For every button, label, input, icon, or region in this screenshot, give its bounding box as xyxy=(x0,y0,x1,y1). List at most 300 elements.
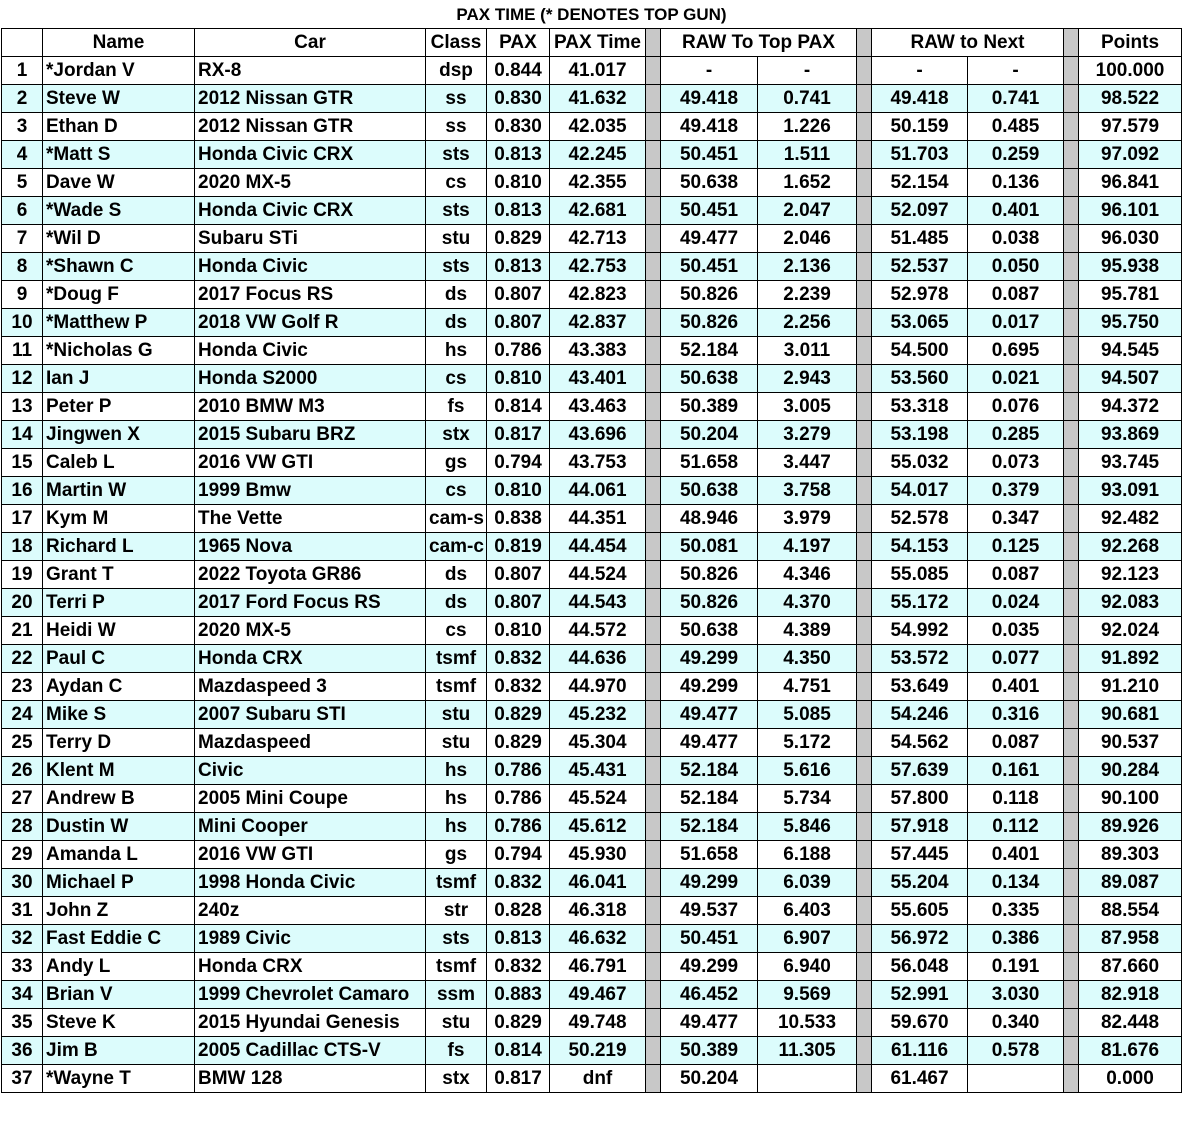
pax-time-cell: 49.467 xyxy=(550,981,646,1009)
points-cell: 97.579 xyxy=(1079,113,1182,141)
separator xyxy=(857,365,872,393)
pax-time-cell: 46.318 xyxy=(550,897,646,925)
raw-to-next-diff-cell: 0.017 xyxy=(968,309,1064,337)
points-cell: 98.522 xyxy=(1079,85,1182,113)
pax-cell: 0.830 xyxy=(487,85,550,113)
points-cell: 92.123 xyxy=(1079,561,1182,589)
points-cell: 100.000 xyxy=(1079,57,1182,85)
separator xyxy=(1064,225,1079,253)
pax-cell: 0.810 xyxy=(487,617,550,645)
name-cell: Paul C xyxy=(43,645,195,673)
table-row xyxy=(2,197,1182,225)
name-cell: Ethan D xyxy=(43,113,195,141)
points-cell: 95.750 xyxy=(1079,309,1182,337)
position-cell: 21 xyxy=(2,617,43,645)
class-cell: ss xyxy=(426,113,487,141)
separator xyxy=(857,141,872,169)
position-cell: 22 xyxy=(2,645,43,673)
table-row xyxy=(2,225,1182,253)
car-cell: 2020 MX-5 xyxy=(195,169,426,197)
name-cell: John Z xyxy=(43,897,195,925)
name-cell: Ian J xyxy=(43,365,195,393)
name-cell: *Wayne T xyxy=(43,1065,195,1093)
raw-to-top-time-cell: 48.946 xyxy=(661,505,758,533)
name-cell: Steve W xyxy=(43,85,195,113)
raw-to-top-time-cell: 52.184 xyxy=(661,337,758,365)
raw-to-top-diff-cell xyxy=(758,1065,857,1093)
header-row xyxy=(2,29,1182,57)
separator xyxy=(857,869,872,897)
separator xyxy=(857,393,872,421)
raw-to-next-time-cell: 54.017 xyxy=(872,477,968,505)
table-row xyxy=(2,113,1182,141)
pax-cell: 0.810 xyxy=(487,477,550,505)
table-row xyxy=(2,253,1182,281)
separator xyxy=(857,477,872,505)
raw-to-top-diff-cell: 3.758 xyxy=(758,477,857,505)
pax-time-cell: 44.454 xyxy=(550,533,646,561)
separator xyxy=(646,85,661,113)
raw-to-top-diff-cell: 4.389 xyxy=(758,617,857,645)
raw-to-top-time-cell: 50.826 xyxy=(661,589,758,617)
pax-time-cell: 49.748 xyxy=(550,1009,646,1037)
raw-to-next-diff-cell: 0.050 xyxy=(968,253,1064,281)
separator xyxy=(646,673,661,701)
raw-to-next-time-cell: 52.978 xyxy=(872,281,968,309)
separator xyxy=(1064,85,1079,113)
separator xyxy=(857,449,872,477)
table-row xyxy=(2,813,1182,841)
position-cell: 18 xyxy=(2,533,43,561)
pax-cell: 0.844 xyxy=(487,57,550,85)
car-cell: 1998 Honda Civic xyxy=(195,869,426,897)
car-cell: Honda CRX xyxy=(195,953,426,981)
table-row xyxy=(2,169,1182,197)
separator xyxy=(646,57,661,85)
points-cell: 94.507 xyxy=(1079,365,1182,393)
separator xyxy=(1064,1065,1079,1093)
class-cell: tsmf xyxy=(426,645,487,673)
name-cell: Brian V xyxy=(43,981,195,1009)
separator xyxy=(1064,477,1079,505)
raw-to-next-diff-cell: 0.340 xyxy=(968,1009,1064,1037)
position-cell: 1 xyxy=(2,57,43,85)
pax-cell: 0.807 xyxy=(487,589,550,617)
points-cell: 91.210 xyxy=(1079,673,1182,701)
car-cell: 2015 Hyundai Genesis xyxy=(195,1009,426,1037)
raw-to-next-diff-cell: 0.035 xyxy=(968,617,1064,645)
name-cell: Terri P xyxy=(43,589,195,617)
raw-to-next-diff-cell: 0.076 xyxy=(968,393,1064,421)
class-cell: sts xyxy=(426,197,487,225)
name-cell: Amanda L xyxy=(43,841,195,869)
points-cell: 92.083 xyxy=(1079,589,1182,617)
name-cell: Dustin W xyxy=(43,813,195,841)
separator xyxy=(1064,29,1079,57)
separator xyxy=(857,673,872,701)
name-cell: Grant T xyxy=(43,561,195,589)
class-cell: tsmf xyxy=(426,673,487,701)
separator xyxy=(857,281,872,309)
raw-to-top-diff-cell: 6.907 xyxy=(758,925,857,953)
raw-to-top-diff-cell: 4.346 xyxy=(758,561,857,589)
name-cell: Richard L xyxy=(43,533,195,561)
pax-cell: 0.829 xyxy=(487,1009,550,1037)
pax-time-cell: 45.431 xyxy=(550,757,646,785)
name-cell: Andrew B xyxy=(43,785,195,813)
separator xyxy=(646,29,661,57)
position-cell: 36 xyxy=(2,1037,43,1065)
header-points: Points xyxy=(1079,29,1182,57)
class-cell: cs xyxy=(426,169,487,197)
name-cell: *Wade S xyxy=(43,197,195,225)
separator xyxy=(646,1065,661,1093)
raw-to-top-diff-cell: 4.370 xyxy=(758,589,857,617)
car-cell: 2020 MX-5 xyxy=(195,617,426,645)
raw-to-top-diff-cell: 5.172 xyxy=(758,729,857,757)
position-cell: 15 xyxy=(2,449,43,477)
raw-to-next-diff-cell: 0.401 xyxy=(968,673,1064,701)
separator xyxy=(857,113,872,141)
raw-to-next-diff-cell: - xyxy=(968,57,1064,85)
name-cell: Jingwen X xyxy=(43,421,195,449)
car-cell: RX-8 xyxy=(195,57,426,85)
separator xyxy=(1064,57,1079,85)
pax-time-cell: 46.041 xyxy=(550,869,646,897)
class-cell: stx xyxy=(426,1065,487,1093)
separator xyxy=(857,309,872,337)
position-cell: 34 xyxy=(2,981,43,1009)
pax-time-cell: 43.383 xyxy=(550,337,646,365)
pax-time-cell: 44.543 xyxy=(550,589,646,617)
pax-cell: 0.814 xyxy=(487,1037,550,1065)
points-cell: 89.303 xyxy=(1079,841,1182,869)
table-row xyxy=(2,281,1182,309)
car-cell: 2010 BMW M3 xyxy=(195,393,426,421)
raw-to-top-diff-cell: 3.279 xyxy=(758,421,857,449)
name-cell: Jim B xyxy=(43,1037,195,1065)
separator xyxy=(1064,813,1079,841)
points-cell: 89.087 xyxy=(1079,869,1182,897)
separator xyxy=(646,365,661,393)
raw-to-next-diff-cell: 0.087 xyxy=(968,561,1064,589)
header-class: Class xyxy=(426,29,487,57)
position-cell: 7 xyxy=(2,225,43,253)
table-row xyxy=(2,561,1182,589)
separator xyxy=(646,785,661,813)
table-row xyxy=(2,365,1182,393)
raw-to-top-diff-cell: 5.734 xyxy=(758,785,857,813)
position-cell: 30 xyxy=(2,869,43,897)
raw-to-next-diff-cell: 0.112 xyxy=(968,813,1064,841)
raw-to-next-time-cell: 53.198 xyxy=(872,421,968,449)
raw-to-next-time-cell: 51.485 xyxy=(872,225,968,253)
points-cell: 93.091 xyxy=(1079,477,1182,505)
position-cell: 14 xyxy=(2,421,43,449)
raw-to-next-diff-cell: 0.077 xyxy=(968,645,1064,673)
raw-to-next-time-cell: 55.085 xyxy=(872,561,968,589)
pax-cell: 0.786 xyxy=(487,337,550,365)
raw-to-next-diff-cell: 0.087 xyxy=(968,281,1064,309)
pax-time-cell: 42.245 xyxy=(550,141,646,169)
raw-to-top-diff-cell: 9.569 xyxy=(758,981,857,1009)
pax-time-cell: 44.970 xyxy=(550,673,646,701)
class-cell: fs xyxy=(426,1037,487,1065)
table-row xyxy=(2,841,1182,869)
raw-to-next-diff-cell: 0.161 xyxy=(968,757,1064,785)
name-cell: *Matthew P xyxy=(43,309,195,337)
class-cell: hs xyxy=(426,785,487,813)
table-row xyxy=(2,981,1182,1009)
pax-cell: 0.830 xyxy=(487,113,550,141)
table-row xyxy=(2,785,1182,813)
separator xyxy=(646,561,661,589)
header-pos xyxy=(2,29,43,57)
points-cell: 90.284 xyxy=(1079,757,1182,785)
pax-time-cell: 42.837 xyxy=(550,309,646,337)
separator xyxy=(1064,197,1079,225)
name-cell: Kym M xyxy=(43,505,195,533)
pax-time-cell: 45.524 xyxy=(550,785,646,813)
car-cell: 2016 VW GTI xyxy=(195,449,426,477)
car-cell: Honda S2000 xyxy=(195,365,426,393)
points-cell: 93.745 xyxy=(1079,449,1182,477)
separator xyxy=(1064,309,1079,337)
table-row xyxy=(2,393,1182,421)
separator xyxy=(1064,981,1079,1009)
raw-to-top-diff-cell: 2.256 xyxy=(758,309,857,337)
class-cell: stu xyxy=(426,225,487,253)
class-cell: cs xyxy=(426,365,487,393)
position-cell: 29 xyxy=(2,841,43,869)
raw-to-next-time-cell: 54.992 xyxy=(872,617,968,645)
raw-to-top-time-cell: 50.389 xyxy=(661,1037,758,1065)
separator xyxy=(857,1065,872,1093)
position-cell: 12 xyxy=(2,365,43,393)
raw-to-next-time-cell: 53.065 xyxy=(872,309,968,337)
pax-cell: 0.794 xyxy=(487,449,550,477)
table-row xyxy=(2,57,1182,85)
separator xyxy=(646,925,661,953)
pax-cell: 0.807 xyxy=(487,281,550,309)
header-raw-to-next: RAW to Next xyxy=(872,29,1064,57)
separator xyxy=(857,645,872,673)
pax-cell: 0.810 xyxy=(487,365,550,393)
raw-to-top-diff-cell: 4.350 xyxy=(758,645,857,673)
separator xyxy=(646,337,661,365)
car-cell: 2005 Cadillac CTS-V xyxy=(195,1037,426,1065)
separator xyxy=(646,729,661,757)
position-cell: 23 xyxy=(2,673,43,701)
raw-to-top-time-cell: 50.638 xyxy=(661,477,758,505)
raw-to-next-diff-cell: 0.024 xyxy=(968,589,1064,617)
raw-to-next-diff-cell: 0.191 xyxy=(968,953,1064,981)
car-cell: 2012 Nissan GTR xyxy=(195,113,426,141)
separator xyxy=(1064,365,1079,393)
name-cell: *Shawn C xyxy=(43,253,195,281)
points-cell: 96.101 xyxy=(1079,197,1182,225)
pax-time-cell: 42.035 xyxy=(550,113,646,141)
separator xyxy=(857,225,872,253)
class-cell: hs xyxy=(426,337,487,365)
car-cell: The Vette xyxy=(195,505,426,533)
car-cell: 2018 VW Golf R xyxy=(195,309,426,337)
table-row xyxy=(2,617,1182,645)
name-cell: Heidi W xyxy=(43,617,195,645)
raw-to-next-time-cell: 50.159 xyxy=(872,113,968,141)
raw-to-top-diff-cell: 1.652 xyxy=(758,169,857,197)
raw-to-next-diff-cell: 0.578 xyxy=(968,1037,1064,1065)
separator xyxy=(857,897,872,925)
pax-time-cell: 44.572 xyxy=(550,617,646,645)
class-cell: str xyxy=(426,897,487,925)
separator xyxy=(857,589,872,617)
raw-to-next-time-cell: 55.204 xyxy=(872,869,968,897)
raw-to-top-time-cell: 52.184 xyxy=(661,813,758,841)
position-cell: 17 xyxy=(2,505,43,533)
raw-to-top-diff-cell: 2.943 xyxy=(758,365,857,393)
table-row xyxy=(2,729,1182,757)
separator xyxy=(646,701,661,729)
name-cell: *Wil D xyxy=(43,225,195,253)
separator xyxy=(857,729,872,757)
raw-to-top-diff-cell: 3.979 xyxy=(758,505,857,533)
separator xyxy=(646,981,661,1009)
name-cell: Peter P xyxy=(43,393,195,421)
name-cell: Martin W xyxy=(43,477,195,505)
table-row xyxy=(2,85,1182,113)
pax-cell: 0.814 xyxy=(487,393,550,421)
raw-to-next-time-cell: 56.048 xyxy=(872,953,968,981)
raw-to-next-time-cell: 52.991 xyxy=(872,981,968,1009)
class-cell: stu xyxy=(426,729,487,757)
table-row xyxy=(2,533,1182,561)
separator xyxy=(857,813,872,841)
raw-to-next-time-cell: 52.154 xyxy=(872,169,968,197)
table-row xyxy=(2,1065,1182,1093)
raw-to-next-time-cell: 55.605 xyxy=(872,897,968,925)
raw-to-top-time-cell: 49.299 xyxy=(661,953,758,981)
separator xyxy=(857,701,872,729)
separator xyxy=(1064,757,1079,785)
position-cell: 9 xyxy=(2,281,43,309)
table-row xyxy=(2,477,1182,505)
pax-cell: 0.807 xyxy=(487,561,550,589)
raw-to-top-diff-cell: 1.226 xyxy=(758,113,857,141)
raw-to-next-time-cell: - xyxy=(872,57,968,85)
table-row xyxy=(2,141,1182,169)
raw-to-top-time-cell: 50.389 xyxy=(661,393,758,421)
pax-cell: 0.786 xyxy=(487,813,550,841)
raw-to-top-diff-cell: 2.239 xyxy=(758,281,857,309)
raw-to-next-diff-cell: 0.401 xyxy=(968,841,1064,869)
sheet-title: PAX TIME (* DENOTES TOP GUN) xyxy=(456,5,727,24)
position-cell: 4 xyxy=(2,141,43,169)
raw-to-next-time-cell: 59.670 xyxy=(872,1009,968,1037)
raw-to-next-time-cell: 52.578 xyxy=(872,505,968,533)
raw-to-next-time-cell: 53.318 xyxy=(872,393,968,421)
car-cell: Civic xyxy=(195,757,426,785)
separator xyxy=(1064,169,1079,197)
separator xyxy=(857,1009,872,1037)
raw-to-top-time-cell: 50.826 xyxy=(661,281,758,309)
separator xyxy=(857,561,872,589)
raw-to-next-time-cell: 57.800 xyxy=(872,785,968,813)
position-cell: 33 xyxy=(2,953,43,981)
position-cell: 5 xyxy=(2,169,43,197)
pax-time-cell: 43.696 xyxy=(550,421,646,449)
separator xyxy=(857,757,872,785)
raw-to-top-time-cell: 49.477 xyxy=(661,729,758,757)
raw-to-top-time-cell: 46.452 xyxy=(661,981,758,1009)
separator xyxy=(1064,701,1079,729)
separator xyxy=(1064,1037,1079,1065)
separator xyxy=(857,505,872,533)
raw-to-next-diff-cell: 0.021 xyxy=(968,365,1064,393)
header-pax-time: PAX Time xyxy=(550,29,646,57)
name-cell: Michael P xyxy=(43,869,195,897)
separator xyxy=(646,421,661,449)
raw-to-top-time-cell: 52.184 xyxy=(661,757,758,785)
pax-time-cell: 42.713 xyxy=(550,225,646,253)
car-cell: 2015 Subaru BRZ xyxy=(195,421,426,449)
position-cell: 20 xyxy=(2,589,43,617)
separator xyxy=(646,533,661,561)
raw-to-top-diff-cell: 2.047 xyxy=(758,197,857,225)
table-row xyxy=(2,925,1182,953)
table-row xyxy=(2,701,1182,729)
table-row xyxy=(2,449,1182,477)
class-cell: cam-c xyxy=(426,533,487,561)
separator xyxy=(646,869,661,897)
separator xyxy=(646,757,661,785)
separator xyxy=(857,197,872,225)
raw-to-next-time-cell: 57.639 xyxy=(872,757,968,785)
name-cell: Caleb L xyxy=(43,449,195,477)
separator xyxy=(1064,337,1079,365)
car-cell: 2017 Focus RS xyxy=(195,281,426,309)
points-cell: 94.545 xyxy=(1079,337,1182,365)
raw-to-next-diff-cell: 0.073 xyxy=(968,449,1064,477)
class-cell: ds xyxy=(426,309,487,337)
separator xyxy=(857,253,872,281)
pax-time-cell: 46.632 xyxy=(550,925,646,953)
table-row xyxy=(2,757,1182,785)
separator xyxy=(646,813,661,841)
position-cell: 11 xyxy=(2,337,43,365)
car-cell: Honda CRX xyxy=(195,645,426,673)
raw-to-top-time-cell: 50.451 xyxy=(661,925,758,953)
raw-to-next-diff-cell: 0.134 xyxy=(968,869,1064,897)
table-row xyxy=(2,869,1182,897)
raw-to-next-time-cell: 61.467 xyxy=(872,1065,968,1093)
separator xyxy=(646,477,661,505)
separator xyxy=(857,617,872,645)
points-cell: 90.681 xyxy=(1079,701,1182,729)
raw-to-next-diff-cell: 0.118 xyxy=(968,785,1064,813)
car-cell: Honda Civic xyxy=(195,337,426,365)
pax-cell: 0.838 xyxy=(487,505,550,533)
raw-to-next-diff-cell: 0.741 xyxy=(968,85,1064,113)
results-body xyxy=(2,29,1182,1093)
name-cell: Fast Eddie C xyxy=(43,925,195,953)
raw-to-next-diff-cell: 0.038 xyxy=(968,225,1064,253)
class-cell: cs xyxy=(426,477,487,505)
pax-time-cell: dnf xyxy=(550,1065,646,1093)
separator xyxy=(646,197,661,225)
position-cell: 32 xyxy=(2,925,43,953)
raw-to-top-time-cell: 52.184 xyxy=(661,785,758,813)
